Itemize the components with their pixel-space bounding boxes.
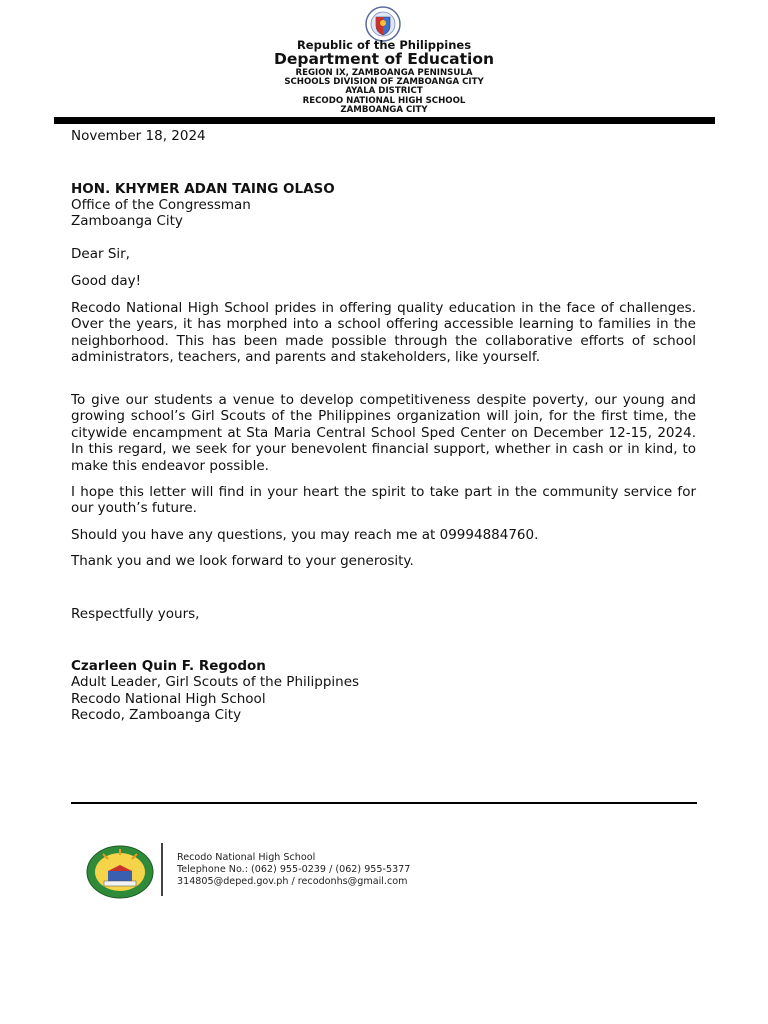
- footer-school: Recodo National High School: [177, 852, 316, 863]
- salutation: Dear Sir,: [71, 246, 130, 262]
- header-city: ZAMBOANGA CITY: [340, 105, 428, 115]
- greeting: Good day!: [71, 273, 142, 289]
- body-paragraph: Should you have any questions, you may reach me at 09994884760.: [71, 527, 539, 543]
- recipient-city: Zamboanga City: [71, 213, 183, 229]
- deped-seal-logo: [362, 6, 404, 42]
- signatory-address: Recodo, Zamboanga City: [71, 707, 242, 723]
- header-school: RECODO NATIONAL HIGH SCHOOL: [302, 96, 466, 106]
- footer-email: 314805@deped.gov.ph / recodonhs@gmail.com: [177, 876, 408, 887]
- recipient-name: HON. KHYMER ADAN TAING OLASO: [71, 181, 335, 197]
- footer-telephone: Telephone No.: (062) 955-0239 / (062) 955-5377: [177, 864, 411, 875]
- body-paragraph: Recodo National High School prides in offering quality education in the face of challenges. Over the years, it has morphed into a school offering accessible learning to families in the neighborhood. This has been made possible through the collaborative efforts of school administrators, teachers, and parents and stakeholders, like yourself.: [71, 300, 696, 366]
- body-paragraph: I hope this letter will find in your heart the spirit to take part in the community service for our youth’s future.: [71, 484, 696, 517]
- letter-date: November 18, 2024: [71, 128, 206, 144]
- signatory-name: Czarleen Quin F. Regodon: [71, 658, 266, 674]
- recipient-office: Office of the Congressman: [71, 197, 251, 213]
- header-district: AYALA DISTRICT: [345, 86, 423, 96]
- signatory-title: Adult Leader, Girl Scouts of the Philippines: [71, 674, 360, 690]
- closing: Respectfully yours,: [71, 606, 200, 622]
- header-region: REGION IX, ZAMBOANGA PENINSULA: [295, 68, 473, 78]
- footer-separator: [161, 843, 163, 896]
- header-divider: [54, 117, 715, 124]
- body-paragraph: To give our students a venue to develop competitiveness despite poverty, our young and growing school’s Girl Scouts of the Philippines organization will join, for the first time, the citywide encampment at Sta Maria Central School Sped Center on December 12-15, 2024. In this regard, we seek for your benevolent financial support, whether in cash or in kind, to make this endeavor possible.: [71, 392, 696, 474]
- school-logo: [86, 845, 154, 899]
- signatory-school: Recodo National High School: [71, 691, 266, 707]
- footer-divider: [71, 802, 697, 804]
- header-department: Department of Education: [273, 50, 495, 68]
- header-division: SCHOOLS DIVISION OF ZAMBOANGA CITY: [284, 77, 484, 87]
- header-republic: Republic of the Philippines: [296, 38, 472, 52]
- body-paragraph: Thank you and we look forward to your generosity.: [71, 553, 414, 569]
